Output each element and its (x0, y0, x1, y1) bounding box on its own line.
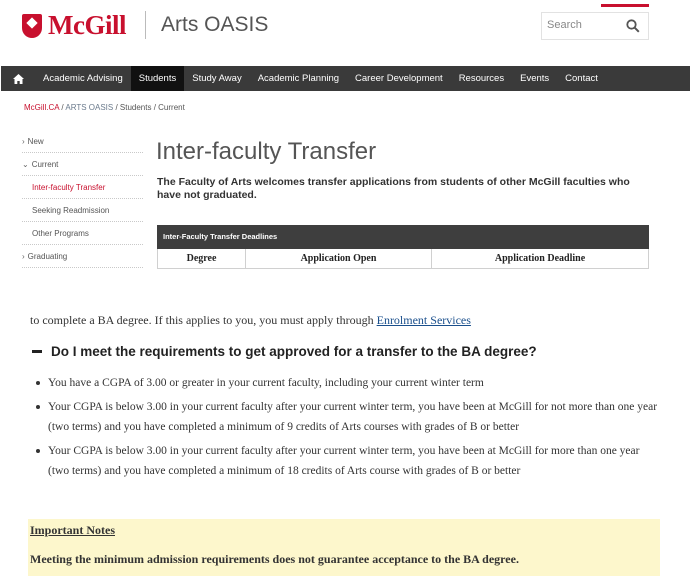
section-title: Do I meet the requirements to get approved for a transfer to the BA degree? (51, 344, 537, 359)
sidebar-item-label: Inter-faculty Transfer (32, 182, 106, 192)
cut-off-sentence: to complete a BA degree. If this applies to you, you must apply through (30, 313, 377, 327)
sidebar-item-graduating[interactable] (22, 245, 143, 268)
nav-career-development[interactable]: Career Development (355, 73, 443, 84)
mcgill-crest-icon (22, 14, 42, 38)
cut-off-text (30, 313, 471, 329)
list-item: Your CGPA is below 3.00 in your current faculty after your current winter term, you have been at McGill for not more than one year (two terms) and you have completed a minimum of 9 credits of Arts courses with grades of B or better (30, 397, 660, 437)
column-header-application-deadline: Application Deadline (494, 253, 586, 264)
deadlines-table (157, 225, 649, 269)
list-item: You have a CGPA of 3.00 or greater in your current faculty, including your current winter term (30, 373, 660, 393)
intro-text: The Faculty of Arts welcomes transfer applications from students of other McGill faculties who have not graduated. (157, 176, 630, 201)
sidebar-item-label: Current (31, 159, 59, 169)
notes-body: Meeting the minimum admission requirements does not guarantee acceptance to the BA degree. (30, 552, 519, 566)
column-header-degree: Degree (158, 249, 246, 268)
site-header (0, 0, 690, 62)
sidebar-item-new[interactable] (22, 130, 143, 153)
page-title: Inter-faculty Transfer (156, 138, 377, 165)
sidebar-item-seeking-readmission[interactable] (22, 199, 143, 222)
breadcrumb-separator: / (59, 103, 66, 112)
collapse-minus-icon[interactable] (32, 350, 42, 353)
table-caption: Inter-Faculty Transfer Deadlines (157, 225, 649, 249)
breadcrumb-arts-oasis[interactable]: ARTS OASIS (65, 103, 114, 112)
site-title[interactable]: Arts OASIS (161, 13, 269, 36)
sidebar-item-current[interactable] (22, 153, 143, 176)
chevron-down-icon: ⌄ (22, 159, 29, 169)
home-icon (13, 74, 24, 84)
breadcrumb-rest: / Students / Current (113, 103, 185, 112)
main-nav (1, 66, 690, 91)
chevron-right-icon: › (22, 136, 25, 146)
breadcrumb-mcgill[interactable]: McGill.CA (24, 103, 60, 112)
sidebar-item-other-programs[interactable] (22, 222, 143, 245)
sidebar-item-label: Seeking Readmission (32, 205, 110, 215)
breadcrumb (24, 103, 185, 112)
search-icon[interactable] (626, 19, 640, 33)
important-notes-box (28, 519, 660, 576)
logo-text: McGill (48, 10, 126, 40)
notes-title: Important Notes (30, 523, 115, 537)
mcgill-logo[interactable] (22, 10, 126, 41)
nav-contact[interactable]: Contact (565, 73, 598, 84)
search-input[interactable]: Search (547, 19, 582, 31)
enrolment-services-link[interactable]: Enrolment Services (376, 313, 471, 327)
accent-bar (601, 4, 649, 7)
sidebar-item-inter-faculty-transfer[interactable] (22, 176, 143, 199)
list-item: Your CGPA is below 3.00 in your current faculty after your current winter term, you have been at McGill for more than one year (two terms) and you have completed a minimum of 18 credits of Arts course with grades of B or better (30, 441, 660, 481)
nav-study-away[interactable]: Study Away (192, 73, 242, 84)
sidebar-item-label: New (27, 136, 44, 146)
requirements-list (30, 373, 660, 485)
sidebar-item-label: Other Programs (32, 228, 89, 238)
nav-events[interactable]: Events (520, 73, 550, 84)
sidebar-nav (22, 130, 143, 268)
nav-resources[interactable]: Resources (458, 73, 505, 84)
sidebar-item-label: Graduating (27, 251, 68, 261)
nav-students[interactable]: Students (131, 66, 185, 91)
table-header-row (157, 249, 649, 269)
home-link[interactable] (1, 66, 35, 91)
header-divider (145, 11, 146, 39)
column-header-application-open: Application Open (246, 249, 432, 268)
chevron-right-icon: › (22, 251, 25, 261)
nav-academic-planning[interactable]: Academic Planning (257, 73, 340, 84)
requirements-section-toggle[interactable] (32, 344, 537, 359)
nav-academic-advising[interactable]: Academic Advising (43, 73, 123, 84)
search-box[interactable] (541, 12, 649, 40)
